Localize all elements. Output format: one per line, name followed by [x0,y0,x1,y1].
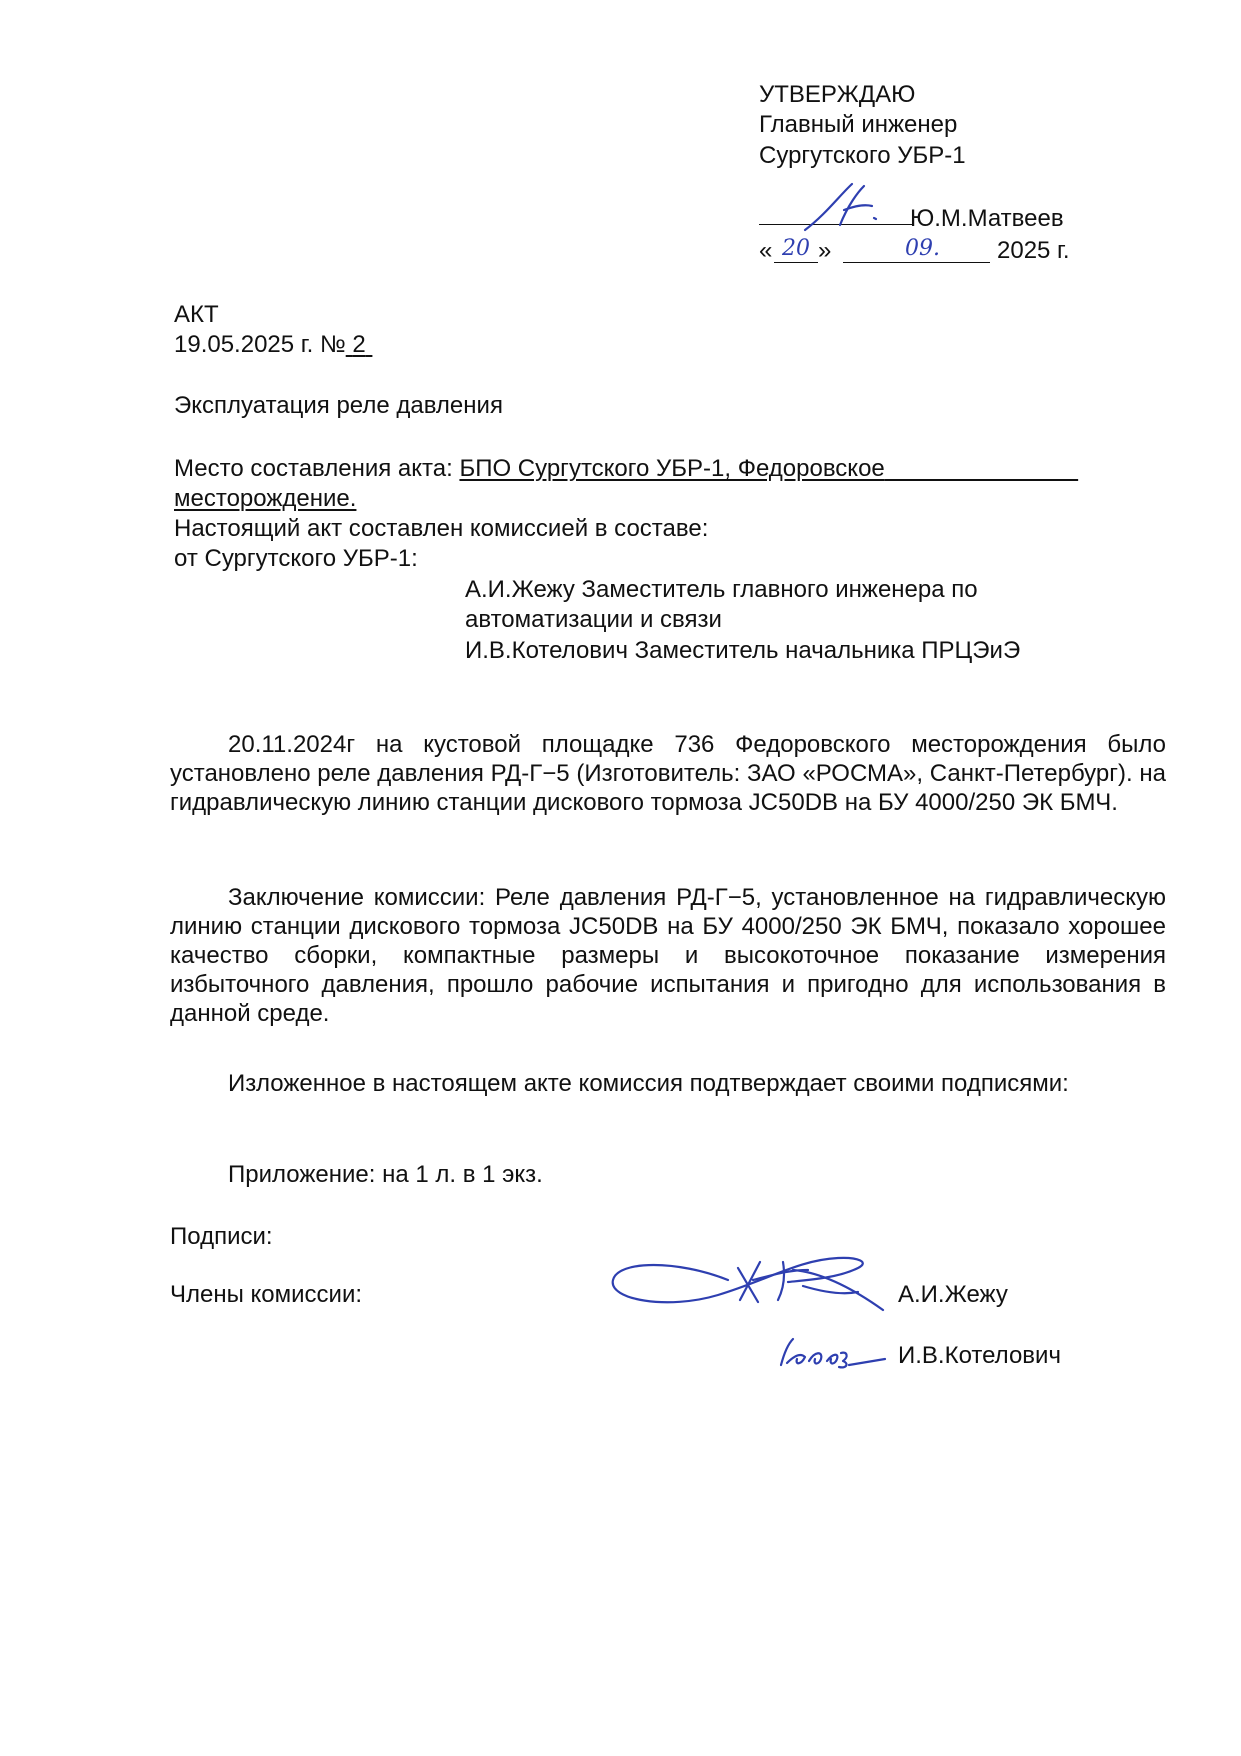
approval-heading: УТВЕРЖДАЮ [759,81,916,108]
act-title: АКТ [174,301,219,328]
signatures-label: Подписи: [170,1223,273,1250]
approval-year: 2025 г. [997,237,1070,264]
commission-member2: И.В.Котелович Заместитель начальника ПРЦЭиЭ [465,637,1021,664]
place-value-line2: месторождение. [174,485,357,512]
place-value-line1: БПО Сургутского УБР-1, Федоровское [459,455,885,482]
commission-member1-line1: А.И.Жежу Заместитель главного инженера по [465,576,978,603]
member2-signature [775,1325,895,1375]
members-label: Члены комиссии: [170,1281,363,1308]
place-line1 [174,454,1078,483]
commission-from: от Сургутского УБР-1: [174,545,418,572]
approval-date-close-quote: » [818,237,832,264]
member2-name: И.В.Котелович [898,1342,1061,1369]
approval-month: 09. [905,236,940,261]
member1-name: А.И.Жежу [898,1281,1008,1308]
approver-name: Ю.М.Матвеев [910,205,1064,232]
act-date-prefix: 19.05.2025 г. № [174,331,346,358]
place-label: Место составления акта: [174,455,453,482]
act-date-number [174,330,372,359]
paragraph-conclusion: Заключение комиссии: Реле давления РД-Г−5, установленное на гидравлическую линию станции дискового тормоза JC50DB на БУ 4000/250 ЭК БМЧ, показало хорошее качество сборки, компактные размеры и высокоточное показание измерения избыточного давления, прошло рабочие испытания и пригодно для использования в данной среде. [170,884,1166,1027]
commission-intro: Настоящий акт составлен комиссией в составе: [174,515,709,542]
paragraph-confirmation: Изложенное в настоящем акте комиссия подтверждает своими подписями: [228,1070,1069,1097]
approval-day: 20 [782,236,810,261]
paragraph-installation: 20.11.2024г на кустовой площадке 736 Федоровского месторождения было установлено реле давления РД-Г−5 (Изготовитель: ЗАО «РОСМА», Санкт-Петербург). на гидравлическую линию станции дискового тормоза JC50DB на БУ 4000/250 ЭК БМЧ. [170,731,1166,816]
approval-date-open-quote: « [759,237,773,264]
approval-organization: Сургутского УБР-1 [759,142,966,169]
attachment-note: Приложение: на 1 л. в 1 экз. [228,1161,543,1188]
approval-position: Главный инженер [759,111,958,138]
act-subject: Эксплуатация реле давления [174,392,503,419]
act-number: 2 [352,331,366,358]
approver-signature [800,180,890,240]
commission-member1-line2: автоматизации и связи [465,606,722,633]
